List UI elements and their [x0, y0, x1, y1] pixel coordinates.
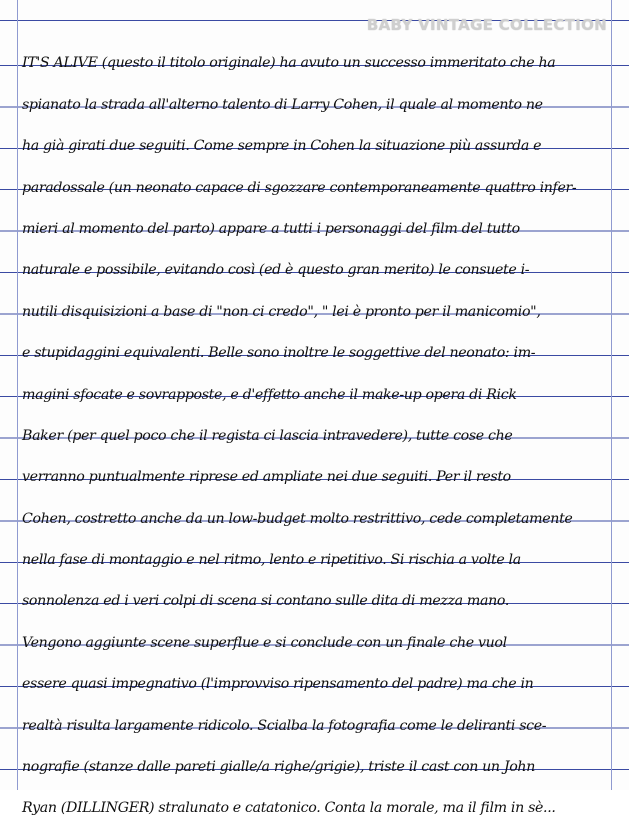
text-line: Ryan (DILLINGER) stralunato e catatonico. Conta la morale, ma il film in sè... — [22, 800, 556, 817]
text-line: nutili disquisizioni a base di "non ci credo", " lei è pronto per il manicomio", — [22, 303, 541, 320]
text-line: e stupidaggini equivalenti. Belle sono inoltre le soggettive del neonato: im- — [22, 345, 536, 362]
text-line: nella fase di montaggio e nel ritmo, lento e ripetitivo. Si rischia a volte la — [22, 552, 521, 569]
text-line: magini sfocate e sovrapposte, e d'effetto anche il make-up opera di Rick — [22, 386, 517, 403]
text-line: naturale e possibile, evitando così (ed è questo gran merito) le consuete i- — [22, 262, 530, 279]
text-line: nografie (stanze dalle pareti gialle/a righe/grigie), triste il cast con un John — [22, 759, 535, 776]
handwritten-review-text — [22, 35, 614, 821]
text-line: mieri al momento del parto) appare a tutti i personaggi del film del tutto — [22, 220, 520, 237]
text-line: Cohen, costretto anche da un low-budget molto restrittivo, cede completamente — [22, 510, 573, 527]
text-line: sonnolenza ed i veri colpi di scena si contano sulle dita di mezza mano. — [22, 593, 509, 610]
watermark: BABY VINTAGE COLLECTION — [366, 16, 607, 34]
text-line: Vengono aggiunte scene superflue e si conclude con un finale che vuol — [22, 634, 507, 651]
left-margin-line — [17, 0, 18, 790]
text-line: ha già girati due seguiti. Come sempre in Cohen la situazione più assurda e — [22, 138, 542, 155]
text-line: essere quasi impegnativo (l'improvviso ripensamento del padre) ma che in — [22, 676, 534, 693]
text-line: Baker (per quel poco che il regista ci lascia intravedere), tutte cose che — [22, 427, 513, 444]
text-line: realtà risulta largamente ridicolo. Scialba la fotografia come le deliranti sce- — [22, 717, 547, 734]
text-line: verranno puntualmente riprese ed ampliate nei due seguiti. Per il resto — [22, 469, 511, 486]
text-line: spianato la strada all'alterno talento di Larry Cohen, il quale al momento ne — [22, 96, 543, 113]
text-line: paradossale (un neonato capace di sgozzare contemporaneamente quattro infer- — [22, 179, 577, 196]
text-line: IT'S ALIVE (questo il titolo originale) ha avuto un successo immeritato che ha — [22, 55, 556, 72]
